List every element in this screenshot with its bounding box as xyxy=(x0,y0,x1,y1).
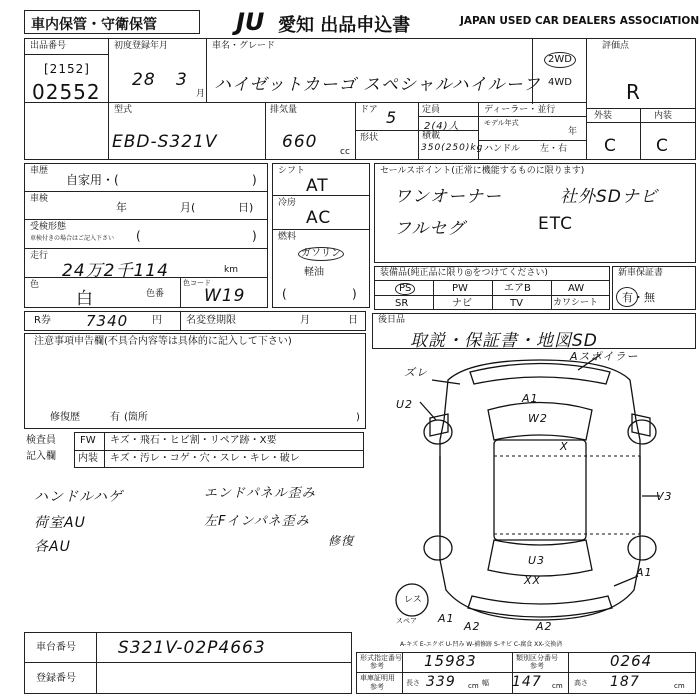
load-label: 積載 xyxy=(422,131,441,141)
right-mirror xyxy=(632,414,650,436)
fw-label: FW xyxy=(80,435,96,446)
doors-label: ドア xyxy=(360,105,378,115)
diag-u3: U3 xyxy=(528,554,546,567)
displacement-label: 排気量 xyxy=(270,105,298,115)
registration-month-unit: 月 xyxy=(196,89,206,99)
inspection-month: 月( xyxy=(180,201,196,214)
recycle-value: 7340 xyxy=(86,312,129,330)
registration-month: 3 xyxy=(176,70,188,90)
spare-value: レス xyxy=(404,595,422,605)
rear-right-wheel xyxy=(628,536,656,560)
shift-value: AT xyxy=(306,176,329,196)
height-unit: cm xyxy=(674,682,685,690)
chassis-label: 車台番号 xyxy=(36,642,76,653)
dealer-label: ディーラー・並行 xyxy=(484,105,556,115)
load-value: 350(250)kg xyxy=(421,143,484,153)
width-unit: cm xyxy=(552,682,563,690)
handle-options: 左・右 xyxy=(540,144,568,154)
handle-label: ハンドル xyxy=(484,144,521,154)
exterior-value: C xyxy=(604,136,617,156)
form-title-en: JAPAN USED CAR DEALERS ASSOCIATION xyxy=(460,15,700,27)
history-label: 車歴 xyxy=(30,166,49,176)
repair-option: 有 xyxy=(110,412,120,423)
repair-label: 修復歴 xyxy=(50,412,80,423)
drive-4wd: 4WD xyxy=(548,77,572,88)
history-value: 自家用・( xyxy=(66,173,119,187)
equip-navi: ナビ xyxy=(452,298,472,309)
car-name-label: 車名・グレード xyxy=(212,41,276,51)
color-label: 色 xyxy=(30,280,40,290)
inspection-day: 日) xyxy=(238,201,254,214)
diag-a2-left: A2 xyxy=(464,620,481,633)
equip-ps: PS xyxy=(395,283,415,295)
chassis-value: S321V-02P4663 xyxy=(118,638,266,658)
repair-close: ) xyxy=(356,412,360,423)
dims-ref: 参考 xyxy=(370,683,384,691)
equip-leather: カワシート xyxy=(553,298,599,308)
color-number-label: 色番 xyxy=(146,289,165,299)
remark-1: ハンドルハゲ xyxy=(34,489,124,505)
length-unit: cm xyxy=(468,682,479,690)
warranty-label: 新車保証書 xyxy=(618,268,664,278)
receipt-label: 受検形態 xyxy=(30,222,67,232)
type-designation-value: 15983 xyxy=(424,652,477,670)
selling-point-3: フルセグ xyxy=(394,219,466,239)
fw-text: キズ・飛石・ヒビ割・リペア跡・X要 xyxy=(110,435,277,446)
equip-pw: PW xyxy=(452,283,468,294)
drive-2wd: 2WD xyxy=(544,52,576,68)
mileage-label: 走行 xyxy=(30,251,49,261)
color-value: 白 xyxy=(76,289,94,309)
lot-sub-number: [2152] xyxy=(44,62,90,76)
form-title: 愛知 出品申込書 xyxy=(278,15,411,36)
remark-5: 各AU xyxy=(34,539,71,555)
diag-a1-front: A1 xyxy=(522,392,539,405)
lot-number: 02552 xyxy=(32,80,101,104)
storage-label: 車内保管・守衛保管 xyxy=(31,17,157,33)
diag-a1-side: A1 xyxy=(438,612,455,625)
recycle-unit: 円 xyxy=(152,315,162,326)
selling-point-4: ETC xyxy=(538,214,573,234)
interior-label: 内装 xyxy=(654,111,673,121)
capacity-value: 2(4)人 xyxy=(424,121,460,132)
type-designation-label: 形式指定番号 xyxy=(360,654,402,662)
ju-logo: JU xyxy=(236,8,265,36)
model-year-label: モデル年式 xyxy=(484,119,519,127)
fuel-gasoline: ガソリン xyxy=(298,247,344,261)
notes-label: 注意事項申告欄(不具合内容等は具体的に記入して下さい) xyxy=(34,336,292,347)
ac-value: AC xyxy=(306,208,332,228)
inspection-label: 車検 xyxy=(30,194,49,204)
inspection-year: 年 xyxy=(116,201,127,214)
receipt-note: 車検付きの場合はご記入下さい xyxy=(30,235,115,242)
name-change-label: 名変登期限 xyxy=(186,315,236,326)
dims-label: 車庫証明用 xyxy=(360,674,395,682)
diag-v3: V3 xyxy=(656,490,673,503)
height-label: 高さ xyxy=(574,679,588,687)
diag-u2: U2 xyxy=(396,398,414,411)
car-name-value: ハイゼットカーゴ スペシャルハイルーフ xyxy=(214,75,541,95)
exterior-label: 外装 xyxy=(594,111,613,121)
diag-a1-rear: A1 xyxy=(636,566,653,579)
remark-3: 荷室AU xyxy=(34,515,86,531)
model-label: 型式 xyxy=(114,105,133,115)
equip-tv: TV xyxy=(510,298,523,309)
interior-check-text: キズ・汚レ・コゲ・穴・スレ・キレ・破レ xyxy=(110,453,300,464)
registration-year: 28 xyxy=(132,70,156,90)
left-mirror xyxy=(430,414,448,436)
remark-4: 左Fインパネ歪み xyxy=(204,514,310,529)
diag-x: X xyxy=(560,440,569,453)
diag-a2-right: A2 xyxy=(536,620,553,633)
capacity-label: 定員 xyxy=(422,105,441,115)
fuel-close: ) xyxy=(352,287,357,301)
registration-label: 初度登録年月 xyxy=(114,41,169,51)
selling-point-2: 社外SDナビ xyxy=(560,187,658,207)
name-change-day: 日 xyxy=(348,315,358,326)
model-year-unit: 年 xyxy=(568,127,578,137)
inspector-label-2: 記入欄 xyxy=(26,451,56,462)
doors-value: 5 xyxy=(386,108,398,127)
fuel-open: ( xyxy=(282,287,287,301)
class-number-ref: 参考 xyxy=(530,662,544,670)
warranty-value: 有・無 xyxy=(622,291,655,304)
fuel-label: 燃料 xyxy=(278,232,297,242)
name-change-month: 月 xyxy=(300,315,310,326)
rear-bumper xyxy=(468,596,612,617)
diag-spoiler: Aスポイラー xyxy=(570,350,639,363)
width-value: 147 xyxy=(512,674,542,690)
lot-label: 出品番号 xyxy=(30,41,67,51)
interior-check-label: 内装 xyxy=(78,453,98,464)
displacement-value: 660 xyxy=(282,132,318,152)
mileage-unit: km xyxy=(224,265,238,275)
class-number-label: 類別区分番号 xyxy=(516,654,558,662)
rear-left-wheel xyxy=(424,536,452,560)
ac-label: 冷房 xyxy=(278,198,297,208)
selling-points-label: セールスポイント(正常に機能するものに限ります) xyxy=(380,166,585,176)
diag-w2: W2 xyxy=(528,412,548,425)
color-code-label: 色コード xyxy=(183,279,211,287)
fuel-diesel: 軽油 xyxy=(304,267,324,278)
later-items-value: 取説・保証書・地図SD xyxy=(410,331,598,351)
mileage-value: 24万2千114 xyxy=(62,261,169,281)
diag-misalign: ズレ xyxy=(404,366,428,379)
rating-value: R xyxy=(626,80,641,104)
displacement-unit: cc xyxy=(340,147,350,157)
front-bumper xyxy=(470,364,610,385)
remark-2: エンドパネル歪み xyxy=(204,486,316,501)
equip-aw: AW xyxy=(568,283,585,294)
rating-label: 評価点 xyxy=(602,41,630,51)
class-number-value: 0264 xyxy=(610,652,653,670)
inspector-label-1: 検査員 xyxy=(26,435,56,446)
reg-number-label: 登録番号 xyxy=(36,673,76,684)
equip-airbag: エアB xyxy=(504,283,531,294)
roof-panel xyxy=(494,440,586,540)
later-items-label: 後日品 xyxy=(378,315,406,325)
repair-place: (箇所 xyxy=(124,412,148,423)
spare-label: スペア xyxy=(396,617,417,625)
damage-legend: A-キズ E-エクボ U-凹み W-補修跡 S-サビ C-腐食 XX-交換済 xyxy=(400,641,563,648)
receipt-open: ( xyxy=(136,229,141,243)
receipt-close: ) xyxy=(252,229,257,243)
equipment-label: 装備品(純正品に限り◎をつけてください) xyxy=(380,268,548,278)
model-value: EBD-S321V xyxy=(112,132,218,152)
shift-label: シフト xyxy=(278,166,306,176)
recycle-label: R券 xyxy=(34,315,51,326)
selling-point-1: ワンオーナー xyxy=(394,187,502,207)
remark-6: 修復 xyxy=(328,534,355,548)
length-value: 339 xyxy=(426,674,456,690)
history-close: ) xyxy=(252,173,257,187)
type-designation-ref: 参考 xyxy=(370,662,384,670)
diag-xx: XX xyxy=(524,574,542,587)
height-value: 187 xyxy=(610,674,640,690)
color-code-value: W19 xyxy=(204,286,246,306)
interior-value: C xyxy=(656,136,669,156)
length-label: 長さ xyxy=(406,679,420,687)
shape-label: 形状 xyxy=(360,133,379,143)
width-label: 幅 xyxy=(482,679,489,687)
equip-sr: SR xyxy=(395,298,409,309)
